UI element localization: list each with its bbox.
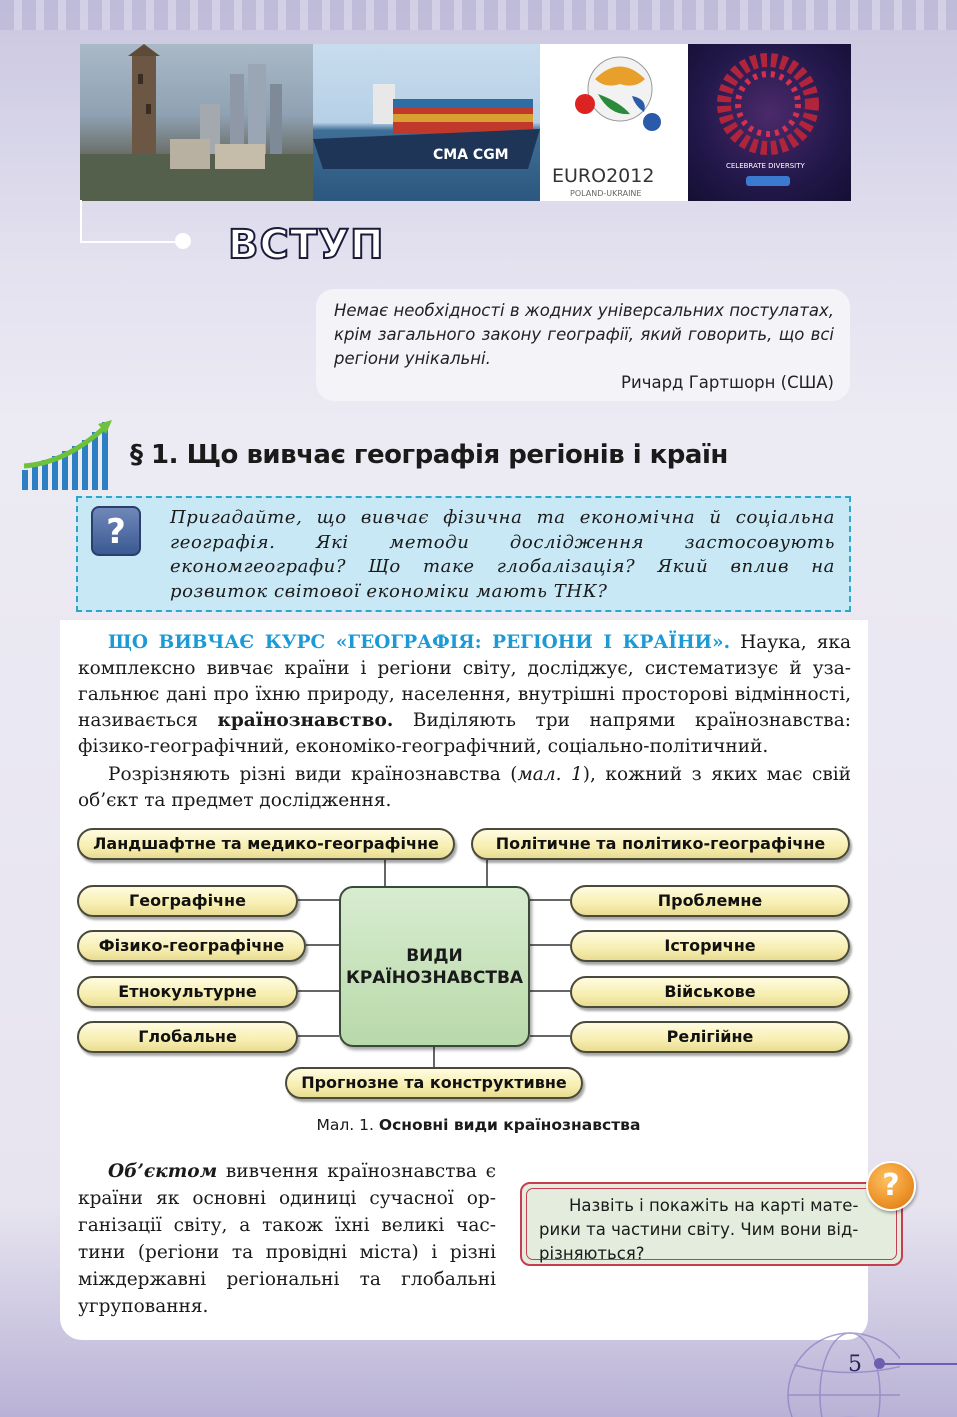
caption-label: Мал. 1. xyxy=(316,1116,374,1134)
quote-author: Ричард Гартшорн (США) xyxy=(621,373,834,392)
question-box xyxy=(520,1182,903,1266)
globe-icon xyxy=(780,1325,900,1417)
diagram-bottom: Прогнозне та конструктивне xyxy=(285,1067,583,1099)
diagram-left-item: Фізико-географічне xyxy=(77,930,306,962)
svg-text:POLAND-UKRAINE: POLAND-UKRAINE xyxy=(570,189,642,198)
page-number: 5 xyxy=(848,1352,862,1377)
diagram-center xyxy=(339,886,530,1047)
diagram-right-item: Військове xyxy=(570,976,850,1008)
term-object: Об’єктом xyxy=(108,1161,218,1182)
diagram-left-item: Глобальне xyxy=(77,1021,298,1053)
paragraph-1-heading: ЩО ВИВЧАЄ КУРС «ГЕОГРАФІЯ: РЕГІОНИ І КРАЇНИ». xyxy=(108,632,731,653)
section-title: § 1. Що вивчає географія регіонів і країн xyxy=(130,440,728,470)
paragraph-3 xyxy=(78,1158,496,1320)
svg-text:CMA CGM: CMA CGM xyxy=(433,147,509,163)
paragraph-1-text-a: Наука, яка комплексно вивчає країни і регіони світу, досліджує, систематизує й узагальнює дані про їхню природу, населення, внутрішні просторові відмінності, називається xyxy=(78,632,851,731)
quote-text: Немає необхідності в жодних універсальних постулатах, крім загального закону географії, який говорить, що всі регіони унікальні. xyxy=(334,301,834,368)
diagram-center-line-1: ВИДИ xyxy=(406,945,463,966)
figure-caption xyxy=(0,1116,957,1134)
diagram-right-item: Релігійне xyxy=(570,1021,850,1053)
svg-text:CELEBRATE DIVERSITY: CELEBRATE DIVERSITY xyxy=(726,162,805,170)
figure-reference: мал. 1 xyxy=(517,764,583,785)
recall-text: Пригадайте, що вивчає фізична та економічна й соціальна географія. Які методи дослідження застосовують економгеографи? Що таке глобалізація? Який вплив на розвиток світової економіки мають ТНК? xyxy=(170,507,835,602)
diagram-left-item: Географічне xyxy=(77,885,298,917)
paragraph-1-text-b: Виділяють три напрями країнознавства: фізико-географічний, економіко-географічний, соціально-політичний. xyxy=(78,710,851,757)
chapter-title: ВСТУП xyxy=(228,222,385,268)
diagram-right-item: Проблемне xyxy=(570,885,850,917)
paragraph-2-text-b: ), кожний з яких має свій об’єкт та предмет дослідження. xyxy=(78,764,852,811)
paragraph-2-text-a: Розрізняють різні види країнознавства ( xyxy=(108,764,518,785)
page-number-line xyxy=(880,1363,957,1365)
caption-title: Основні види країнознавства xyxy=(378,1116,641,1134)
svg-text:EURO2012: EURO2012 xyxy=(552,165,655,187)
question-book-icon: ? xyxy=(91,506,141,556)
paragraph-3-text: вивчення країнознавства є країни як основні одиниці сучасної організації світу, а також їхні великі частини (регіони та провідні міста) і різні міждержавні регіональні та глобальні угруповання. xyxy=(78,1161,496,1317)
term-kraiinoznavstvo: країнознавство. xyxy=(217,710,394,731)
question-mark-icon: ? xyxy=(866,1161,916,1211)
diagram-top-right: Політичне та політико-географічне xyxy=(471,828,850,860)
diagram-right-item: Історичне xyxy=(570,930,850,962)
question-text: Назвіть і покажіть на карті материки та частини світу. Чим вони відрізняються? xyxy=(526,1188,897,1260)
diagram-top-left: Ландшафтне та медико-географічне xyxy=(77,828,455,860)
diagram-left-item: Етнокультурне xyxy=(77,976,298,1008)
diagram-center-line-2: КРАЇНОЗНАВСТВА xyxy=(345,967,524,988)
